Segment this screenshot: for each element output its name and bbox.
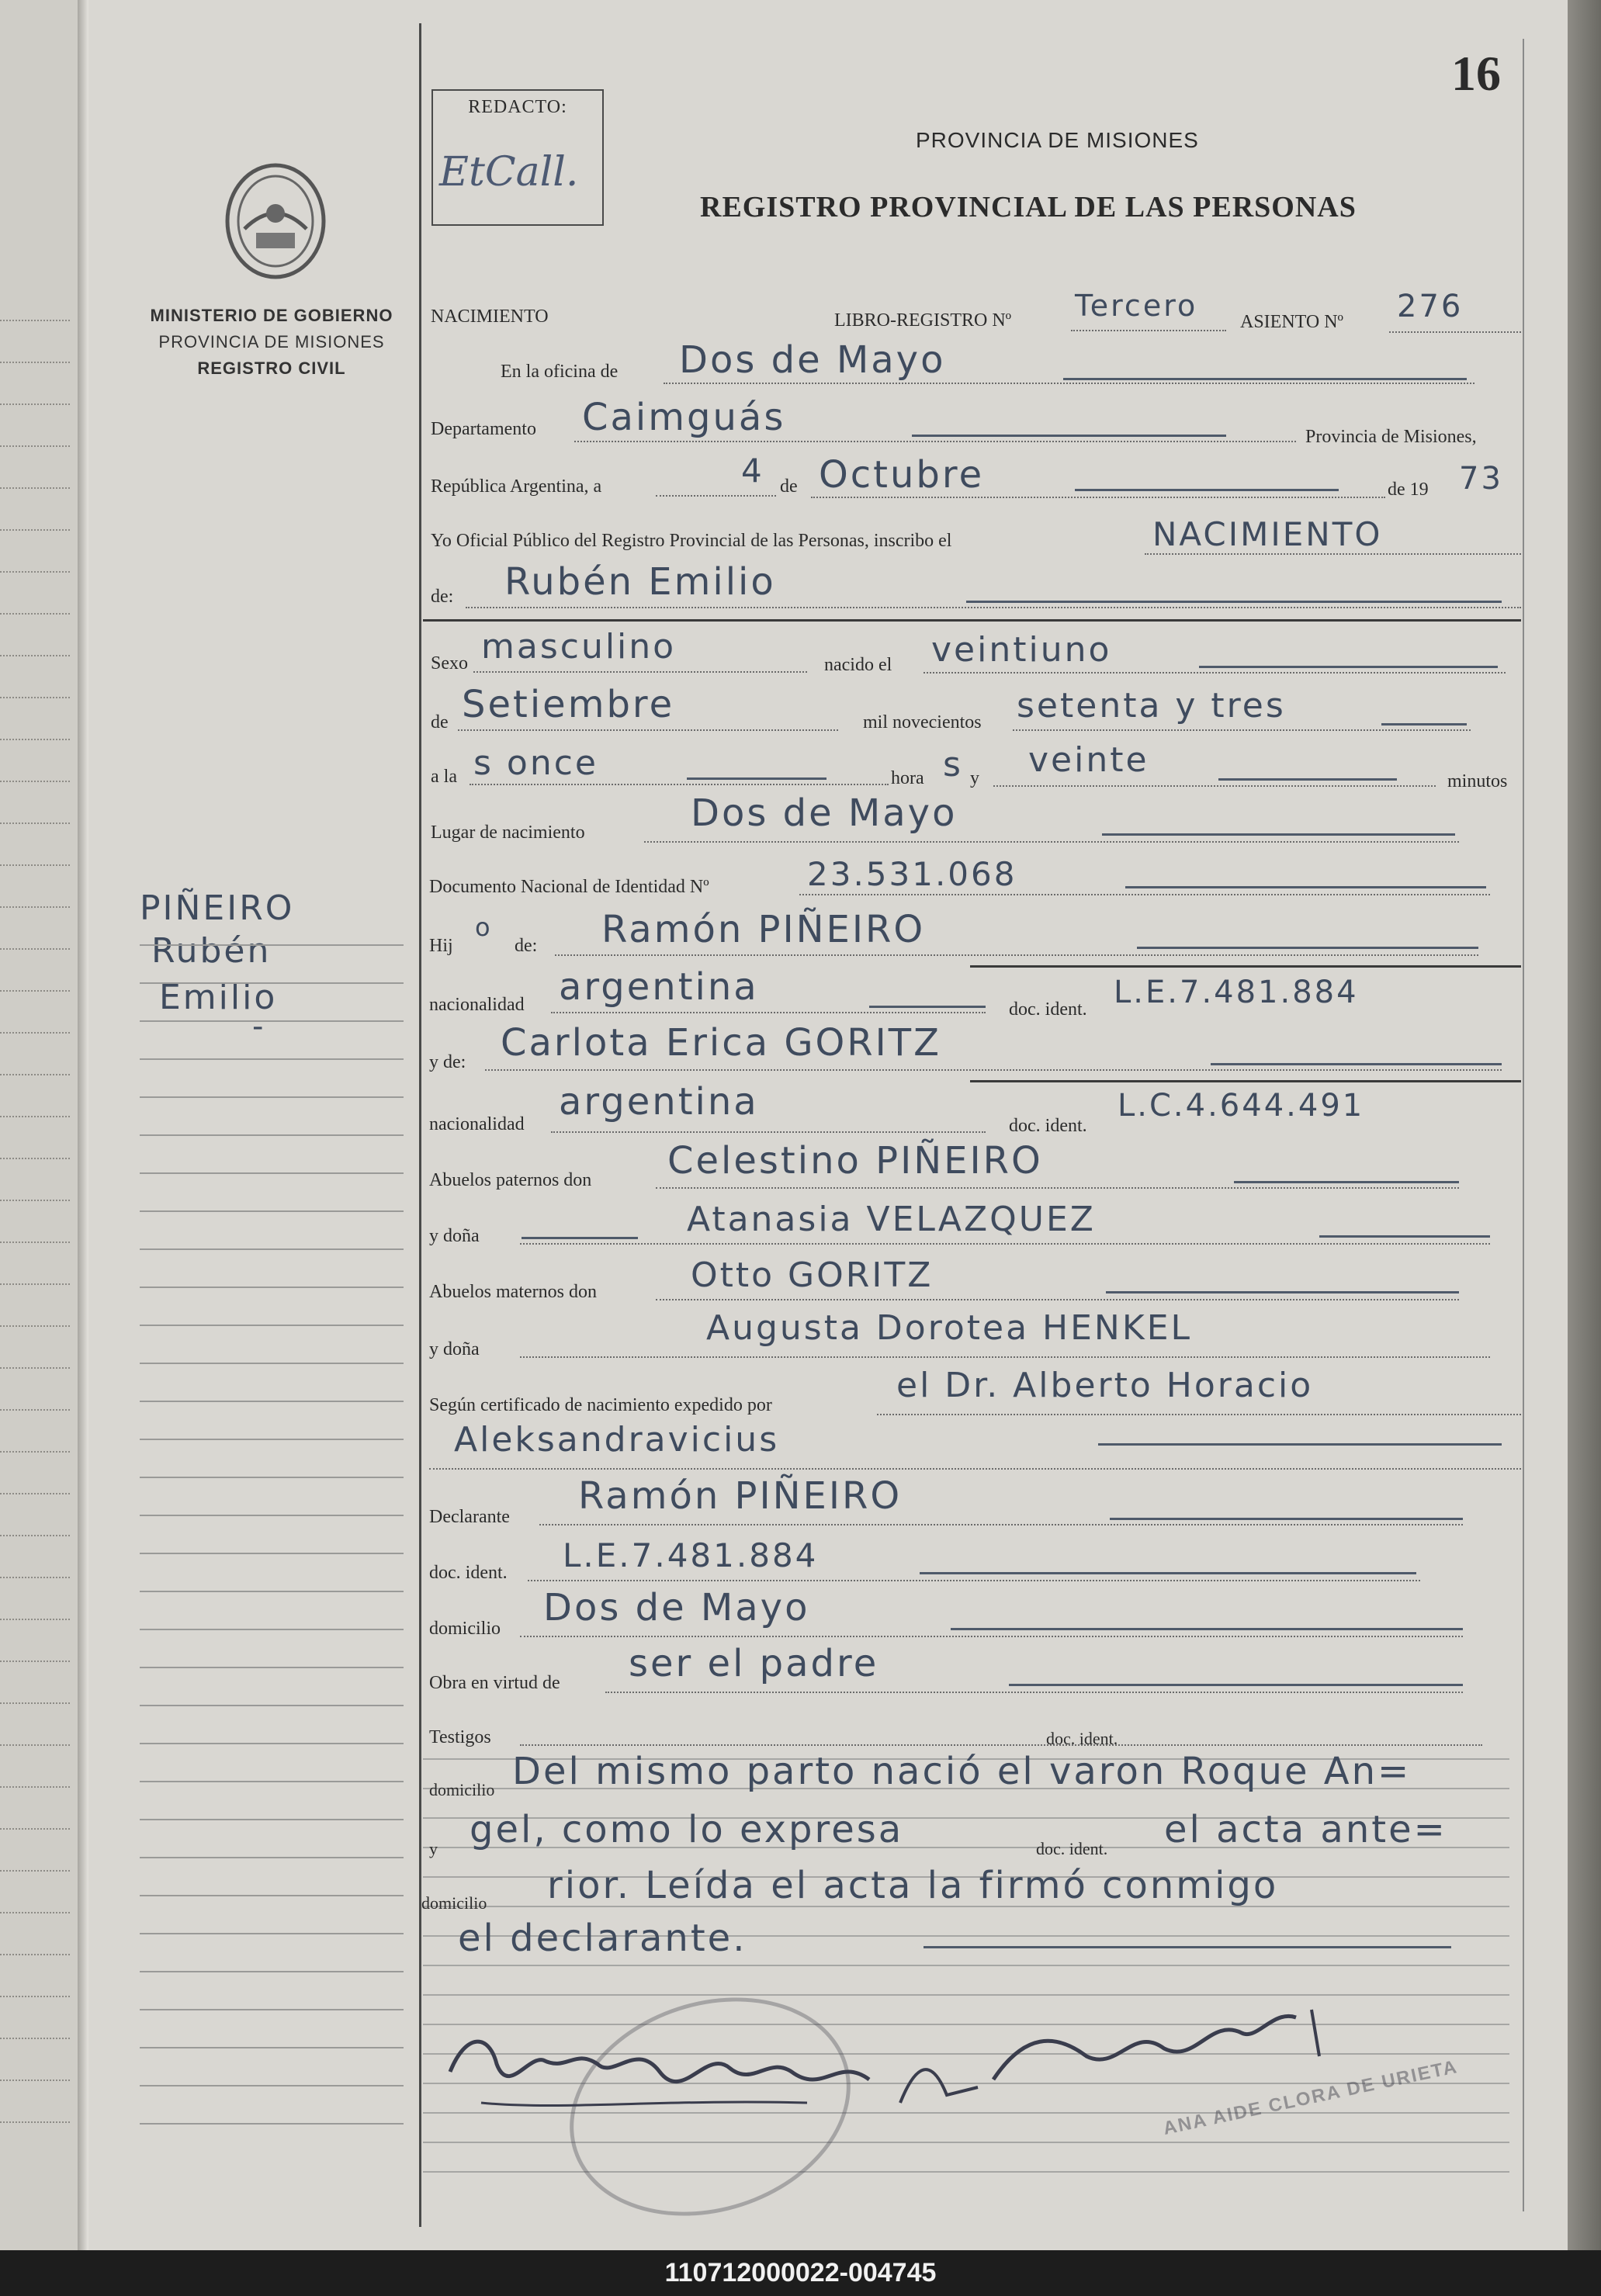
label-doc-ident-testigo-2: doc. ident. xyxy=(1036,1839,1108,1858)
label-testigos: Testigos xyxy=(429,1727,491,1747)
label-de-mes: de xyxy=(780,476,798,497)
dash-lugar xyxy=(1102,833,1455,836)
label-sexo: Sexo xyxy=(431,653,468,674)
value-abuela-paterna: Atanasia VELAZQUEZ xyxy=(687,1200,1096,1239)
label-departamento: Departamento xyxy=(431,419,536,439)
value-padre: Ramón PIÑEIRO xyxy=(601,908,926,951)
label-a-la: a la xyxy=(431,767,457,787)
value-nombre: Rubén Emilio xyxy=(504,560,776,604)
dash-minutos xyxy=(1218,778,1397,781)
line-certificado-1 xyxy=(877,1414,1521,1415)
signatures-icon xyxy=(435,1986,1537,2142)
label-doc-ident-padre: doc. ident. xyxy=(1009,999,1087,1020)
line-nacido-el xyxy=(924,672,1506,674)
dash-departamento xyxy=(912,435,1226,437)
value-nota-2b: el acta ante= xyxy=(1164,1808,1447,1851)
dash-oficina xyxy=(1063,378,1467,380)
value-departamento: Caimguás xyxy=(582,396,786,439)
label-abuelos-maternos: Abuelos maternos don xyxy=(429,1282,597,1302)
label-domicilio-testigo-2: domicilio xyxy=(421,1893,487,1913)
margin-name-2: Emilio xyxy=(159,978,278,1017)
value-hora: s once xyxy=(473,743,598,783)
label-provincia-misiones: Provincia de Misiones, xyxy=(1305,427,1477,447)
line-lugar xyxy=(644,841,1459,843)
dash-obra xyxy=(1009,1684,1463,1686)
margin-surname: PIÑEIRO xyxy=(140,888,295,928)
line-asiento xyxy=(1389,331,1521,333)
label-nacido-el: nacido el xyxy=(824,655,892,675)
official-name-stamp: ANA AIDE CLORA DE URIETA xyxy=(1161,2056,1461,2140)
dash-dona-paterna xyxy=(522,1237,638,1239)
label-lugar: Lugar de nacimiento xyxy=(431,822,585,843)
label-y-testigo: y xyxy=(429,1839,438,1858)
value-mes: Octubre xyxy=(819,453,985,497)
value-sexo: masculino xyxy=(481,627,677,667)
margin-name-1: Rubén xyxy=(151,931,272,971)
label-nacimiento: NACIMIENTO xyxy=(431,306,549,327)
line-abuelo-materno xyxy=(656,1299,1459,1300)
value-abuelo-paterno: Celestino PIÑEIRO xyxy=(667,1139,1043,1183)
section-rule-1 xyxy=(423,619,1521,622)
label-minutos: minutos xyxy=(1447,771,1508,791)
margin-ruled-lines xyxy=(140,908,404,2125)
line-inscribe xyxy=(1145,553,1521,555)
dash-abuela-paterna xyxy=(1319,1235,1490,1238)
label-yo-oficial: Yo Oficial Público del Registro Provincial de las Personas, inscribo el xyxy=(431,531,952,551)
value-asiento: 276 xyxy=(1397,289,1464,324)
page-number: 16 xyxy=(1451,46,1501,101)
label-de-mes-nac: de xyxy=(431,712,449,732)
province-seal-icon xyxy=(221,159,330,283)
label-dni: Documento Nacional de Identidad Nº xyxy=(429,877,709,897)
label-asiento: ASIENTO Nº xyxy=(1240,312,1343,332)
dash-domicilio xyxy=(951,1628,1463,1630)
value-abuela-materna: Augusta Dorotea HENKEL xyxy=(706,1308,1193,1348)
label-y-minutos: y xyxy=(970,768,979,788)
line-abuelo-paterno xyxy=(656,1187,1459,1189)
dash-hora xyxy=(687,777,826,780)
dash-abuelo-materno xyxy=(1106,1291,1459,1293)
book-edge xyxy=(1568,0,1601,2250)
label-declarante: Declarante xyxy=(429,1507,510,1527)
dash-mes xyxy=(1075,489,1339,491)
ministry-heading xyxy=(124,303,419,382)
value-dni: 23.531.068 xyxy=(807,855,1017,893)
ministry-line-2: PROVINCIA DE MISIONES xyxy=(158,332,385,351)
label-y-dona-paterna: y doña xyxy=(429,1226,480,1246)
label-nacionalidad-madre: nacionalidad xyxy=(429,1114,525,1134)
line-padre xyxy=(555,954,1478,956)
line-anio-nac xyxy=(1013,729,1471,731)
label-hora: hora xyxy=(891,768,924,788)
label-de-nombre: de: xyxy=(431,587,454,607)
value-hijo-letra: o xyxy=(475,913,493,942)
line-mes xyxy=(811,497,1385,498)
line-oficina xyxy=(664,383,1475,384)
dash-nacido-el xyxy=(1199,666,1498,668)
value-doc-madre: L.C.4.644.491 xyxy=(1118,1088,1365,1124)
value-nota-4: el declarante. xyxy=(458,1917,747,1960)
value-nac-padre: argentina xyxy=(559,965,759,1009)
label-de-19: de 19 xyxy=(1388,480,1429,500)
line-abuela-paterna xyxy=(520,1243,1490,1245)
value-nota-2: gel, como lo expresa xyxy=(470,1808,904,1851)
line-declarante xyxy=(539,1524,1463,1525)
value-certificado-2: Aleksandravicius xyxy=(454,1420,780,1460)
label-doc-ident-madre: doc. ident. xyxy=(1009,1116,1087,1136)
value-oficina: Dos de Mayo xyxy=(679,338,946,382)
line-minutos xyxy=(993,785,1436,787)
redacto-box xyxy=(431,89,604,226)
previous-page-edge xyxy=(0,0,81,2250)
value-anio: 73 xyxy=(1459,461,1503,497)
label-oficina: En la oficina de xyxy=(501,362,619,382)
left-page-lines xyxy=(0,279,70,2123)
line-departamento xyxy=(574,441,1296,442)
dash-padre xyxy=(1137,947,1478,949)
line-hora xyxy=(470,784,889,785)
dash-madre xyxy=(1211,1063,1502,1065)
label-republica: República Argentina, a xyxy=(431,476,602,497)
value-inscribe: NACIMIENTO xyxy=(1152,515,1383,553)
value-anio-nac: setenta y tres xyxy=(1017,686,1286,726)
label-domicilio-testigo-1: domicilio xyxy=(429,1780,495,1799)
line-dni xyxy=(799,894,1490,895)
redacto-label: REDACTO: xyxy=(468,97,567,117)
line-domicilio xyxy=(520,1636,1463,1637)
value-obra: ser el padre xyxy=(629,1642,879,1685)
label-segun-certificado: Según certificado de nacimiento expedido por xyxy=(429,1395,772,1415)
value-nota-1: Del mismo parto nació el varon Roque An= xyxy=(512,1750,1412,1793)
dash-nac-padre xyxy=(869,1006,986,1008)
label-abuelos-paternos: Abuelos paternos don xyxy=(429,1170,592,1190)
label-obra-en-virtud: Obra en virtud de xyxy=(429,1673,560,1693)
line-certificado-2 xyxy=(429,1468,1521,1470)
value-certificado-1: el Dr. Alberto Horacio xyxy=(896,1366,1314,1405)
line-nac-padre xyxy=(551,1012,986,1013)
margin-dash: - xyxy=(252,1009,266,1044)
value-libro: Tercero xyxy=(1075,289,1198,323)
label-y-de-madre: y de: xyxy=(429,1052,466,1072)
line-abuela-materna xyxy=(520,1356,1490,1358)
label-hij: Hij xyxy=(429,936,453,956)
value-minutos: veinte xyxy=(1028,740,1149,780)
dash-declarante xyxy=(1110,1518,1463,1520)
dash-dni xyxy=(1125,886,1486,888)
line-mes-nac xyxy=(458,729,838,731)
right-border xyxy=(1523,39,1524,2211)
value-hora-plural: s xyxy=(943,745,963,784)
line-libro xyxy=(1071,330,1226,331)
line-nac-madre xyxy=(551,1131,986,1133)
dash-abuelo-paterno xyxy=(1234,1181,1459,1183)
value-domicilio: Dos de Mayo xyxy=(543,1586,810,1629)
label-domicilio: domicilio xyxy=(429,1619,501,1639)
label-nacionalidad-padre: nacionalidad xyxy=(429,995,525,1015)
registry-title: REGISTRO PROVINCIAL DE LAS PERSONAS xyxy=(700,191,1357,223)
label-doc-ident-declarante: doc. ident. xyxy=(429,1563,508,1583)
line-nombre xyxy=(466,607,1521,608)
label-hij-de: de: xyxy=(515,936,538,956)
value-nac-madre: argentina xyxy=(559,1080,759,1124)
label-doc-ident-testigos: doc. ident. xyxy=(1046,1729,1118,1748)
line-doc-declarante xyxy=(528,1580,1420,1581)
line-obra xyxy=(605,1692,1463,1693)
dash-nombre xyxy=(966,601,1502,603)
value-mes-nac: Setiembre xyxy=(462,683,675,726)
redacto-initials: EtCall. xyxy=(439,149,579,196)
dash-doc-declarante xyxy=(920,1572,1416,1574)
ministry-line-3: REGISTRO CIVIL xyxy=(197,358,346,378)
dash-anio-nac xyxy=(1381,723,1467,726)
province-heading: PROVINCIA DE MISIONES xyxy=(916,128,1199,152)
label-y-dona-materna: y doña xyxy=(429,1339,480,1359)
footer-id: 110712000022-004745 xyxy=(0,2250,1601,2296)
ministry-line-1: MINISTERIO DE GOBIERNO xyxy=(150,306,393,325)
line-sexo xyxy=(473,671,807,673)
value-doc-declarante: L.E.7.481.884 xyxy=(563,1536,819,1574)
value-dia: 4 xyxy=(741,452,764,490)
dash-certificado-2 xyxy=(1098,1443,1502,1446)
value-lugar: Dos de Mayo xyxy=(691,791,958,835)
dash-nota-4 xyxy=(924,1946,1451,1948)
value-nacido-el: veintiuno xyxy=(931,630,1112,670)
label-libro-registro: LIBRO-REGISTRO Nº xyxy=(834,310,1012,331)
value-madre: Carlota Erica GORITZ xyxy=(501,1021,942,1065)
section-rule-2 xyxy=(970,965,1521,968)
line-dia xyxy=(656,495,776,497)
label-mil-novecientos: mil novecientos xyxy=(863,712,982,732)
section-rule-3 xyxy=(970,1080,1521,1082)
line-madre xyxy=(485,1069,1502,1071)
value-declarante: Ramón PIÑEIRO xyxy=(578,1474,903,1518)
value-doc-padre: L.E.7.481.884 xyxy=(1114,975,1359,1010)
book-gutter xyxy=(78,0,88,2250)
value-nota-3: rior. Leída el acta la firmó conmigo xyxy=(547,1864,1279,1907)
value-abuelo-materno: Otto GORITZ xyxy=(691,1255,934,1295)
